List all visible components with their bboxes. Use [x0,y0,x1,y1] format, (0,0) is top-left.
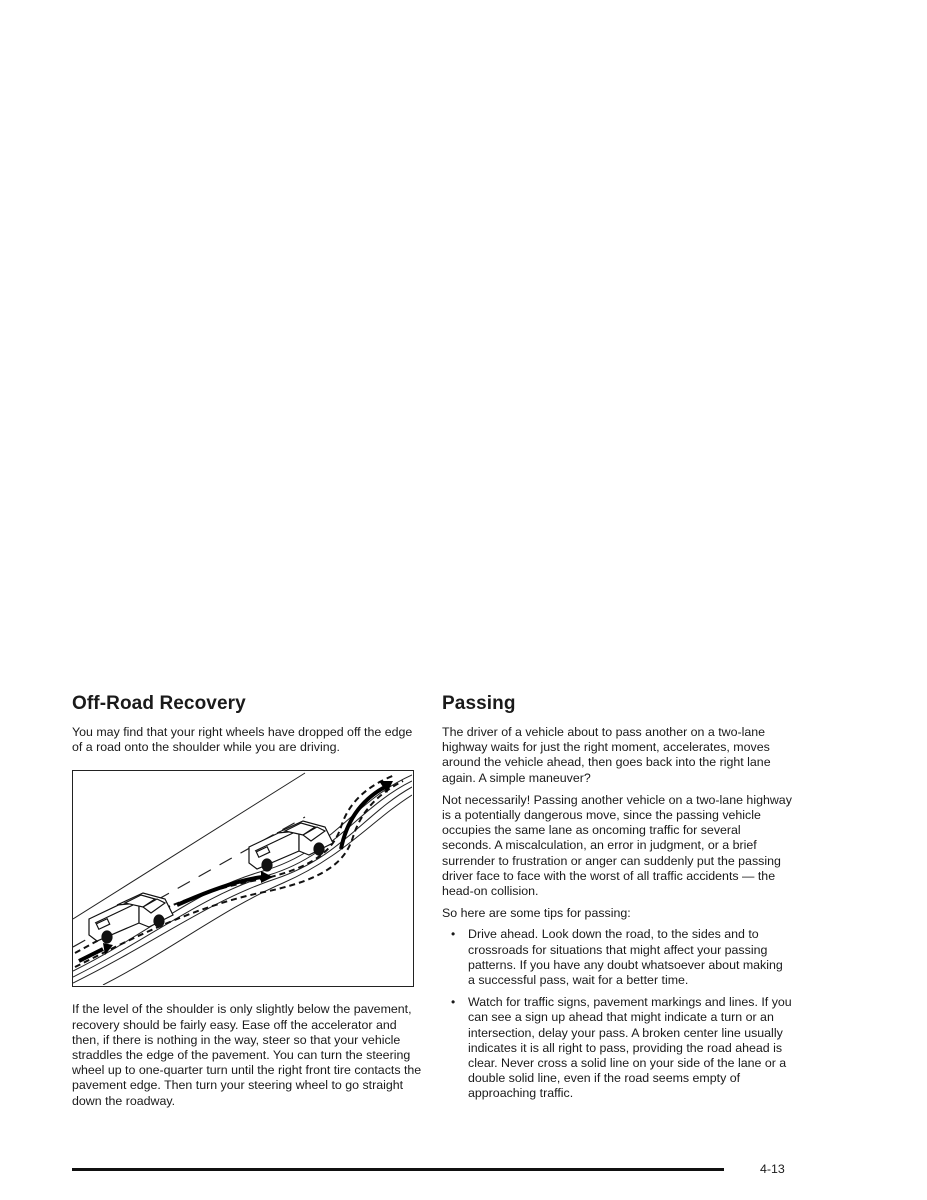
list-item-text: Watch for traffic signs, pavement markings and lines. If you can see a sign up ahead that might indicate a turn or an intersection, delay your pass. A broken center line usually indicates it is all right to pass, providing the road ahead is clear. Never cross a solid line on your side of the lane or a double solid line, even if the road seems empty of approaching traffic. [468,995,792,1101]
list-item [442,927,792,988]
vehicle-path-outline-lower [75,781,403,967]
section-heading-off-road-recovery: Off-Road Recovery [72,693,246,714]
off-road-recovery-illustration [72,770,414,987]
list-item [442,995,792,1101]
off-road-body-paragraph: If the level of the shoulder is only slightly below the pavement, recovery should be fairly easy. Ease off the accelerator and then, if there is nothing in the way, steer so that your vehicle straddles the edge of the pavement. You can turn the steering wheel up to one-quarter turn until the right front tire contacts the pavement edge. Then turn your steering wheel to go straight down the roadway. [72,1002,422,1108]
footer-rule [72,1168,724,1171]
arrow-start [79,949,103,961]
left-column [72,692,424,1109]
bullet-icon: • [451,927,456,942]
right-column [442,692,792,1109]
passing-tips-list [442,927,792,1101]
passing-paragraph-1: The driver of a vehicle about to pass another on a two-lane highway waits for just the right moment, accelerates, moves around the vehicle ahead, then goes back into the right lane again. A simple maneuver? [442,725,771,785]
page-number: 4-13 [760,1162,785,1176]
road-diagram [73,771,412,985]
bullet-icon: • [451,995,456,1010]
section-heading-passing: Passing [442,693,516,714]
off-road-intro-paragraph: You may find that your right wheels have dropped off the edge of a road onto the shoulder while you are driving. [72,725,413,755]
arrow-head-middle-icon [261,871,273,883]
list-item-text: Drive ahead. Look down the road, to the sides and to crossroads for situations that might affect your passing patterns. If you have any doubt whatsoever about making a successful pass, wait for a better time. [468,927,783,988]
passing-paragraph-3: So here are some tips for passing: [442,906,631,921]
passing-paragraph-2: Not necessarily! Passing another vehicle on a two-lane highway is a potentially dangerous move, since the passing vehicle occupies the same lane as oncoming traffic for several seconds. A miscalculation, an error in judgment, or a brief surrender to frustration or anger can suddenly put the passing driver face to face with the worst of all traffic accidents — the head-on collision. [442,792,792,899]
